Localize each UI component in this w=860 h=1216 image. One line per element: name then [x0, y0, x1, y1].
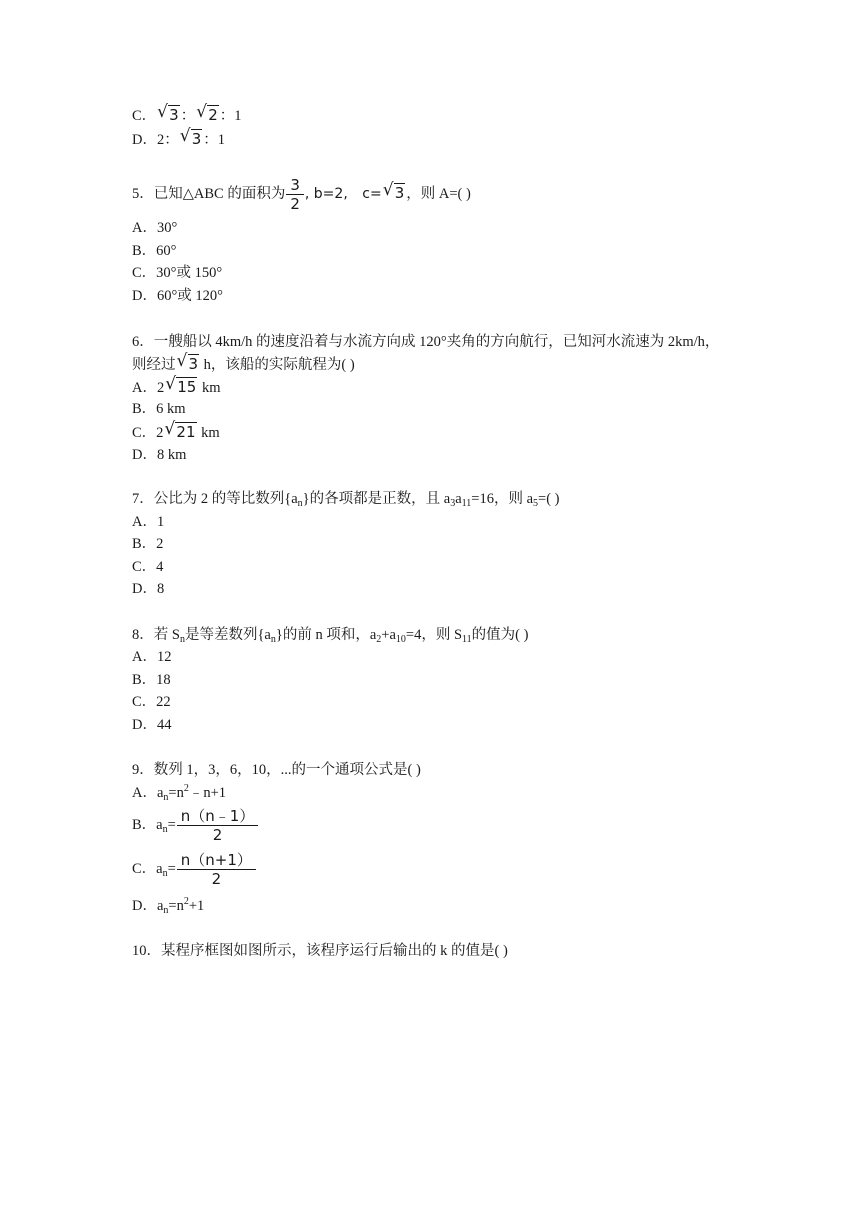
subscript: n — [163, 905, 169, 916]
subscript: n — [162, 867, 168, 879]
math-text: = — [167, 816, 176, 833]
option-label: B． — [132, 243, 157, 259]
option-label: A． — [132, 220, 157, 236]
sqrt-expression: √ 15 — [165, 374, 197, 396]
math-text: =n — [168, 898, 184, 914]
q6-option-c[interactable] — [132, 419, 220, 442]
subscript: n — [162, 823, 168, 835]
q7-stem — [132, 490, 559, 510]
option-text: 1 — [234, 108, 242, 124]
option-text: 1 — [217, 132, 226, 148]
q8-stem — [132, 626, 528, 646]
question-text: }的前 n 项和，a — [275, 627, 377, 643]
math-text: a — [156, 898, 164, 914]
q7-option-b[interactable] — [132, 535, 163, 553]
subscript: n — [179, 634, 185, 645]
subscript: n — [163, 792, 169, 803]
option-label: B． — [132, 401, 157, 417]
q5-option-c[interactable] — [132, 264, 222, 282]
question-text: =4，则 S — [405, 627, 463, 643]
option-text: 2 — [156, 536, 164, 552]
question-text: 5．已知△ABC 的面积为 — [132, 185, 286, 202]
superscript: 2 — [183, 783, 189, 794]
subscript: 10 — [395, 634, 406, 645]
question-text: =( ) — [538, 491, 560, 507]
question-text: }的各项都是正数，且 a — [302, 491, 451, 507]
option-label: D． — [132, 581, 157, 597]
sqrt-expression: √ 3 — [176, 351, 199, 373]
option-text: 18 — [156, 672, 171, 688]
question-text: +a — [381, 627, 396, 643]
sqrt-expression: √ 21 — [164, 419, 196, 441]
q10-stem: 10．某程序框图如图所示，该程序运行后输出的 k 的值是( ) — [132, 943, 508, 959]
option-label: A． — [132, 514, 157, 530]
option-label: C． — [132, 559, 157, 575]
option-text: 2 — [156, 425, 164, 441]
sqrt-expression: √ 3 — [382, 179, 405, 202]
ratio-separator: ： — [180, 108, 196, 124]
q6-stem-line2 — [132, 351, 355, 374]
option-text: 12 — [156, 649, 172, 665]
option-label: A． — [132, 785, 157, 801]
q7-option-d[interactable] — [132, 580, 164, 598]
option-text: 4 — [156, 559, 164, 575]
subscript: 11 — [462, 634, 472, 645]
ratio-separator: ： — [203, 132, 218, 148]
math-text: a — [156, 785, 164, 801]
q6-option-a[interactable] — [132, 374, 221, 397]
option-label: C． — [132, 108, 157, 124]
math-text: ﹣n+1 — [188, 785, 227, 801]
q9-option-a[interactable] — [132, 784, 226, 804]
option-label: C． — [132, 425, 157, 441]
option-label: A． — [132, 649, 157, 665]
question-text: =16，则 a — [471, 491, 534, 507]
ratio-separator: ： — [219, 108, 235, 124]
option-text: 30°或 150° — [156, 265, 223, 281]
option-label: D． — [132, 717, 157, 733]
question-text: 是等差数列{a — [184, 627, 271, 643]
q4-option-c[interactable] — [132, 102, 242, 125]
q9-option-c[interactable] — [132, 851, 257, 888]
option-text: 2： — [156, 132, 179, 148]
question-text: 7．公比为 2 的等比数列{a — [132, 491, 298, 507]
option-text: 30° — [156, 220, 178, 236]
math-text: c= — [362, 185, 382, 202]
sqrt-expression: √ 2 — [196, 102, 218, 124]
fraction: $\frac{n(n﹣1)}{2}$ — [177, 807, 259, 844]
superscript: 2 — [183, 896, 189, 907]
sqrt-expression: √ 3 — [179, 126, 202, 148]
sqrt-expression: √ 3 — [157, 102, 179, 124]
option-label: C． — [132, 694, 157, 710]
option-text: 8 — [156, 581, 165, 597]
subscript: n — [270, 634, 276, 645]
q9-option-d[interactable] — [132, 897, 204, 917]
option-label: C． — [132, 265, 157, 281]
unit-text: km — [198, 380, 221, 396]
q5-option-b[interactable] — [132, 242, 176, 260]
q7-option-c[interactable] — [132, 558, 163, 576]
q6-option-d[interactable] — [132, 446, 186, 464]
math-text: =n — [168, 785, 184, 801]
option-label: D． — [132, 288, 157, 304]
fraction: $\frac{3}{2}$ — [286, 176, 304, 213]
q6-stem-line1: 6．一艘船以 4km/h 的速度沿着与水流方向成 120°夹角的方向航行，已知河水流速为 2km/h， — [132, 334, 720, 350]
fraction: $\frac{n(n+1)}{2}$ — [177, 851, 256, 888]
option-text: 6 km — [156, 401, 186, 417]
option-text: 60°或 120° — [156, 288, 223, 304]
subscript: 3 — [450, 498, 456, 509]
option-label: B． — [132, 536, 157, 552]
option-label: D． — [132, 132, 157, 148]
subscript: 11 — [461, 498, 472, 509]
unit-text: km — [197, 425, 220, 441]
q8-option-c[interactable] — [132, 693, 171, 711]
q9-stem: 9．数列 1，3，6，10，...的一个通项公式是( ) — [132, 762, 421, 778]
question-text: 8．若 S — [132, 627, 180, 643]
question-text: h，该船的实际航程为( ) — [200, 357, 355, 373]
math-text: , b=2, — [304, 185, 348, 202]
option-text: 8 km — [156, 447, 187, 463]
option-label: D． — [132, 447, 157, 463]
q8-option-b[interactable] — [132, 671, 171, 689]
q9-option-b[interactable] — [132, 807, 259, 844]
subscript: n — [297, 498, 303, 509]
option-label: B． — [132, 672, 157, 688]
question-text: a — [455, 491, 462, 507]
q5-option-a[interactable] — [132, 219, 177, 237]
q7-option-a[interactable] — [132, 513, 164, 531]
math-text: +1 — [188, 898, 205, 914]
q8-option-d[interactable] — [132, 716, 171, 734]
q4-option-d[interactable] — [132, 126, 226, 149]
q6-option-b[interactable] — [132, 400, 186, 418]
option-text: 1 — [156, 514, 165, 530]
q5-option-d[interactable] — [132, 287, 223, 305]
subscript: 2 — [376, 634, 382, 645]
question-text: 的值为( ) — [471, 627, 529, 643]
subscript: 5 — [533, 498, 539, 509]
math-text: a — [156, 860, 163, 877]
math-text: = — [167, 860, 176, 877]
option-text: 22 — [156, 694, 171, 710]
option-label: C． — [132, 860, 157, 877]
option-label: B． — [132, 816, 157, 833]
option-label: A． — [132, 380, 157, 396]
math-text: a — [156, 816, 163, 833]
q8-option-a[interactable] — [132, 648, 171, 666]
option-label: D． — [132, 898, 157, 914]
option-text: 2 — [156, 380, 165, 396]
question-text: ，则 A=( ) — [406, 185, 471, 202]
q5-stem — [132, 176, 471, 213]
question-text: 则经过 — [132, 357, 176, 373]
option-text: 60° — [156, 243, 177, 259]
option-text: 44 — [156, 717, 172, 733]
